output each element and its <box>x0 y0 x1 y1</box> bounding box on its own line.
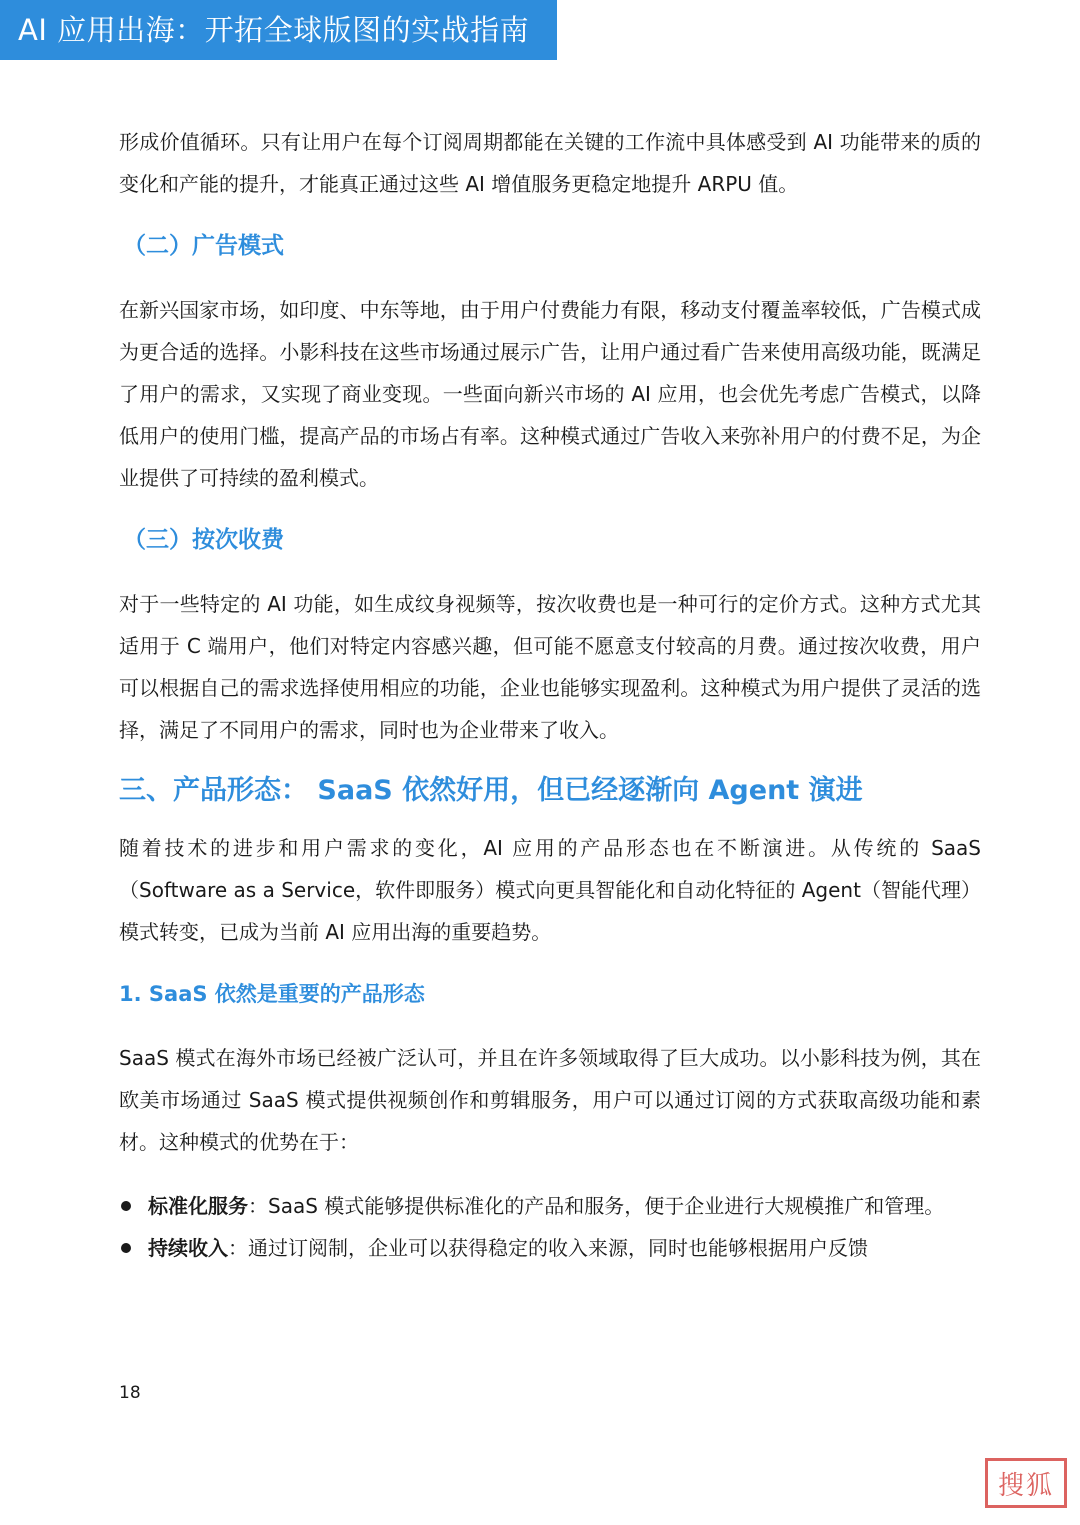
watermark-seal <box>985 1458 1067 1508</box>
paragraph-intro: 形成价值循环。只有让用户在每个订阅周期都能在关键的工作流中具体感受到 AI 功能带来的质的变化和产能的提升，才能真正通过这些 AI 增值服务更稳定地提升 ARPU 值。 <box>119 130 981 196</box>
heading-pay-per-use: （三）按次收费 <box>123 527 284 553</box>
paragraph-ads-model: 在新兴国家市场，如印度、中东等地，由于用户付费能力有限，移动支付覆盖率较低，广告模式成为更合适的选择。小影科技在这些市场通过展示广告，让用户通过看广告来使用高级功能，既满足了用户的需求，又实现了商业变现。一些面向新兴市场的 AI 应用，也会优先考虑广告模式，以降低用户的使用门槛，提高产品的市场占有率。这种模式通过广告收入来弥补用户的付费不足，为企业提供了可持续的盈利模式。 <box>119 298 981 490</box>
heading-saas: 1. SaaS 依然是重要的产品形态 <box>119 982 425 1006</box>
heading-section-product-form: 三、产品形态： SaaS 依然好用，但已经逐渐向 Agent 演进 <box>119 775 863 806</box>
document-title: AI 应用出海：开拓全球版图的实战指南 <box>18 13 530 47</box>
seal-text: 搜狐 <box>997 1470 1054 1501</box>
page-content <box>119 121 981 1269</box>
list-item <box>119 1185 981 1227</box>
paragraph-saas: SaaS 模式在海外市场已经被广泛认可，并且在许多领域取得了巨大成功。以小影科技为例，其在欧美市场通过 SaaS 模式提供视频创作和剪辑服务，用户可以通过订阅的方式获取高级功能和素材。这种模式的优势在于： <box>119 1046 981 1154</box>
list-item <box>119 1227 981 1269</box>
list-item-text: ：通过订阅制，企业可以获得稳定的收入来源，同时也能够根据用户反馈 <box>228 1236 868 1260</box>
bullet-icon <box>121 1243 131 1253</box>
paragraph-pay-per-use: 对于一些特定的 AI 功能，如生成纹身视频等，按次收费也是一种可行的定价方式。这种方式尤其适用于 C 端用户，他们对特定内容感兴趣，但可能不愿意支付较高的月费。通过按次收费，用户可以根据自己的需求选择使用相应的功能，企业也能够实现盈利。这种模式为用户提供了灵活的选择，满足了不同用户的需求，同时也为企业带来了收入。 <box>119 592 981 742</box>
advantages-list <box>119 1185 981 1269</box>
list-item-text: ：SaaS 模式能够提供标准化的产品和服务，便于企业进行大规模推广和管理。 <box>248 1194 945 1218</box>
heading-ads-model: （二）广告模式 <box>123 233 284 259</box>
header-band <box>0 0 557 60</box>
page-number: 18 <box>119 1383 141 1403</box>
paragraph-product-form: 随着技术的进步和用户需求的变化，AI 应用的产品形态也在不断演进。从传统的 SaaS（Software as a Service，软件即服务）模式向更具智能化和自动化特征的 Agent（智能代理）模式转变，已成为当前 AI 应用出海的重要趋势。 <box>119 836 981 944</box>
bullet-icon <box>121 1201 131 1211</box>
list-item-term: 持续收入 <box>148 1236 228 1260</box>
list-item-term: 标准化服务 <box>148 1194 248 1218</box>
